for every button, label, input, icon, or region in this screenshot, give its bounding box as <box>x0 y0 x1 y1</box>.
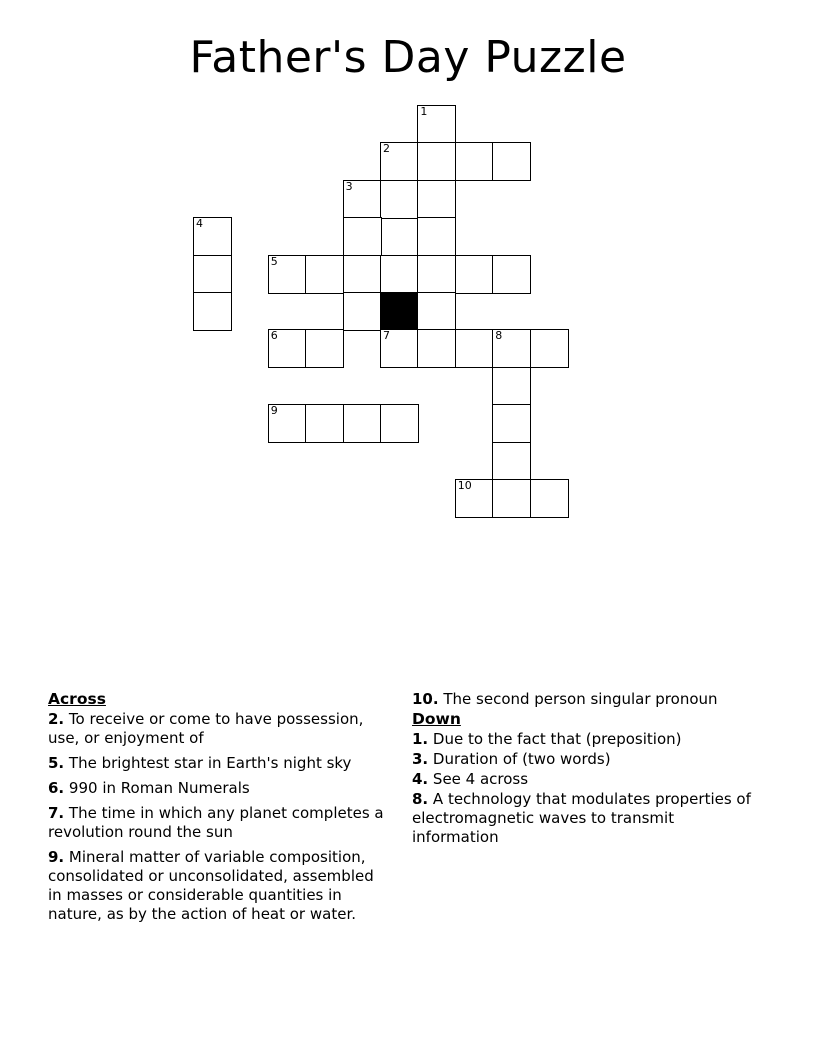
grid-cell[interactable] <box>492 442 531 481</box>
grid-cell[interactable] <box>417 329 456 368</box>
clue-across-9 <box>48 848 388 924</box>
grid-cell[interactable] <box>492 255 531 294</box>
grid-cell[interactable] <box>455 142 494 181</box>
grid-cell[interactable] <box>492 404 531 443</box>
clue-across-10 <box>412 690 757 709</box>
grid-cell[interactable] <box>417 105 456 144</box>
grid-cell[interactable] <box>417 217 456 256</box>
grid-cell[interactable] <box>305 404 344 443</box>
grid-cell[interactable] <box>268 404 307 443</box>
grid-cell-number: 9 <box>270 404 278 418</box>
grid-cell-number: 4 <box>196 217 203 231</box>
grid-cell[interactable] <box>492 142 531 181</box>
clue-number: 4. <box>412 770 429 788</box>
clue-text: The brightest star in Earth's night sky <box>68 754 352 772</box>
crossword-container <box>0 105 816 585</box>
clue-number: 8. <box>412 790 429 808</box>
crossword-grid <box>193 105 613 575</box>
grid-cell[interactable] <box>193 255 232 294</box>
clue-down-1 <box>412 730 757 749</box>
clue-number: 9. <box>48 848 65 866</box>
clue-down-4 <box>412 770 757 789</box>
grid-cell[interactable] <box>268 329 307 368</box>
across-heading: Across <box>48 690 106 708</box>
grid-cell[interactable] <box>530 329 569 368</box>
grid-cell-number: 5 <box>270 254 278 268</box>
grid-cell[interactable] <box>455 479 494 518</box>
grid-cell[interactable] <box>343 404 382 443</box>
clue-text: Due to the fact that (preposition) <box>432 730 682 748</box>
grid-cell[interactable] <box>455 329 494 368</box>
grid-cell[interactable] <box>305 329 344 368</box>
grid-cell[interactable] <box>380 404 419 443</box>
grid-cell[interactable] <box>417 255 456 294</box>
grid-cell[interactable] <box>380 255 419 294</box>
grid-cell[interactable] <box>343 217 382 256</box>
clue-text: 990 in Roman Numerals <box>68 779 250 797</box>
grid-cell-number: 10 <box>457 479 472 492</box>
clue-number: 5. <box>48 754 65 772</box>
grid-cell[interactable] <box>268 255 307 294</box>
grid-cell[interactable] <box>492 479 531 518</box>
grid-cell[interactable] <box>492 367 531 406</box>
grid-cell[interactable] <box>417 292 456 331</box>
grid-cell-number: 1 <box>420 105 428 118</box>
clue-number: 1. <box>412 730 429 748</box>
grid-cell[interactable] <box>380 142 419 181</box>
clue-number: 7. <box>48 804 65 822</box>
grid-cell[interactable] <box>417 180 456 219</box>
grid-cell-number: 8 <box>495 329 503 343</box>
grid-cell[interactable] <box>417 142 456 181</box>
grid-cell-number: 2 <box>383 142 390 156</box>
grid-cell[interactable] <box>343 255 382 294</box>
clue-text: The time in which any planet completes a revolution round the sun <box>48 804 384 841</box>
down-heading: Down <box>412 710 461 728</box>
clue-text: Mineral matter of variable composition, consolidated or unconsolidated, assembled in masses or considerable quantities in nature, as by the action of heat or water. <box>48 848 374 923</box>
clues-column-right <box>412 690 757 853</box>
clue-text: A technology that modulates properties of electromagnetic waves to transmit information <box>412 790 751 846</box>
clue-down-3 <box>412 750 757 769</box>
clue-text: Duration of (two words) <box>432 750 611 768</box>
clue-text: The second person singular pronoun <box>443 690 718 708</box>
grid-cell[interactable] <box>343 292 382 331</box>
grid-cell[interactable] <box>305 255 344 294</box>
grid-cell-number: 3 <box>345 179 353 193</box>
page-title: Father's Day Puzzle <box>189 32 627 83</box>
grid-cell[interactable] <box>492 329 531 368</box>
clue-across-5 <box>48 754 388 773</box>
clues-section <box>0 690 816 990</box>
clue-number: 2. <box>48 710 65 728</box>
grid-cell[interactable] <box>380 180 419 219</box>
clue-across-6 <box>48 779 388 798</box>
grid-cell[interactable] <box>193 217 232 256</box>
grid-cell[interactable] <box>380 329 419 368</box>
grid-cell-number: 6 <box>270 329 278 343</box>
grid-cell[interactable] <box>455 255 494 294</box>
grid-cell[interactable] <box>530 479 569 518</box>
grid-cell[interactable] <box>193 292 232 331</box>
clue-across-7 <box>48 804 388 842</box>
clue-text: To receive or come to have possession, use, or enjoyment of <box>48 710 364 747</box>
clue-down-8 <box>412 790 757 847</box>
clue-number: 3. <box>412 750 429 768</box>
grid-cell-blocked <box>380 292 419 331</box>
clue-number: 6. <box>48 779 65 797</box>
grid-cell-number: 7 <box>383 329 390 343</box>
clue-number: 10. <box>412 690 439 708</box>
clue-text: See 4 across <box>432 770 529 788</box>
clues-column-left <box>48 690 388 930</box>
grid-cell[interactable] <box>343 180 382 219</box>
clue-across-2 <box>48 710 388 748</box>
